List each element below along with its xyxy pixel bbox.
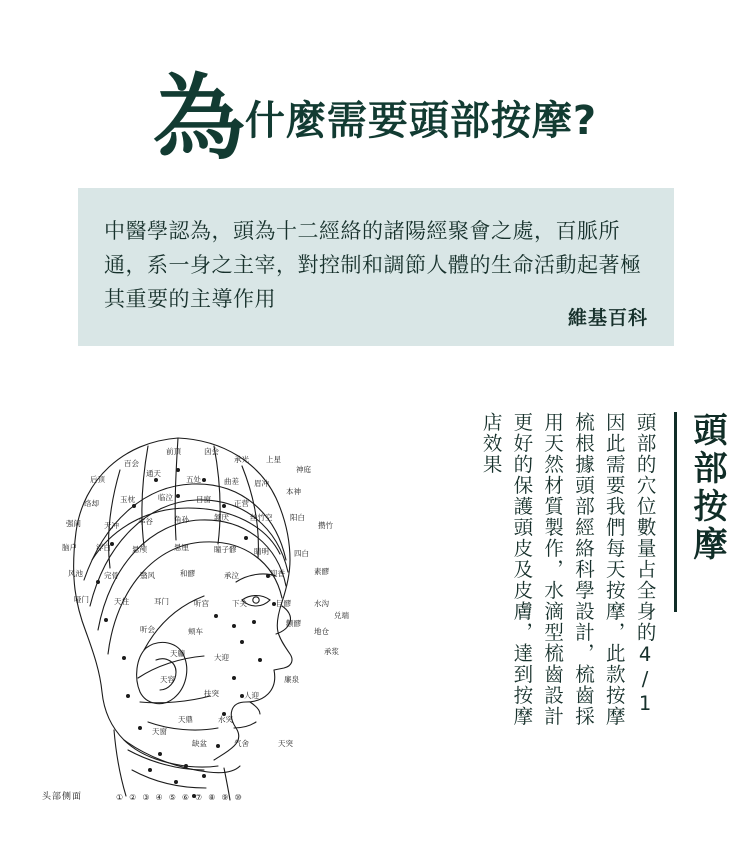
svg-text:后顶: 后顶: [90, 475, 105, 484]
svg-text:神庭: 神庭: [296, 465, 311, 474]
quote-source: 維基百科: [567, 307, 648, 329]
svg-text:听会: 听会: [140, 625, 155, 634]
svg-text:前頂: 前頂: [166, 447, 181, 456]
svg-text:翳风: 翳风: [140, 571, 155, 580]
svg-text:巨髎: 巨髎: [276, 599, 291, 608]
svg-text:人迎: 人迎: [244, 691, 259, 700]
svg-text:囟会: 囟会: [204, 447, 219, 456]
svg-text:承光: 承光: [234, 455, 249, 464]
svg-text:颧髎: 颧髎: [286, 619, 301, 628]
quote-text: 中醫學認為，頭為十二經絡的諸陽經聚會之處，百脈所通，系一身之主宰，對控制和調節人體的生命活動起著極其重要的主導作用: [104, 219, 642, 312]
svg-text:百会: 百会: [124, 459, 139, 468]
title-rest: 什麼需要頭部按摩?: [244, 98, 598, 144]
svg-text:天窗: 天窗: [152, 727, 167, 736]
svg-text:下关: 下关: [232, 599, 247, 608]
svg-text:悬颅: 悬颅: [132, 545, 147, 554]
svg-text:水沟: 水沟: [314, 599, 329, 608]
svg-text:睛明: 睛明: [254, 547, 269, 556]
svg-text:阳白: 阳白: [290, 513, 305, 522]
svg-text:哑门: 哑门: [74, 595, 89, 604]
page-title: [0, 42, 750, 172]
svg-text:扶突: 扶突: [204, 689, 219, 698]
svg-text:五处: 五处: [186, 475, 201, 484]
svg-text:角孙: 角孙: [174, 515, 189, 524]
head-acupoint-diagram: [28, 410, 378, 810]
svg-text:气舍: 气舍: [234, 739, 249, 748]
svg-text:上星: 上星: [266, 455, 281, 464]
svg-text:耳门: 耳门: [154, 597, 169, 606]
svg-text:天突: 天突: [278, 739, 293, 748]
svg-text:素髎: 素髎: [314, 567, 329, 576]
svg-text:听宫: 听宫: [194, 599, 209, 608]
quote-box: [78, 188, 674, 346]
lower-section: [0, 400, 750, 820]
svg-text:颊车: 颊车: [188, 627, 203, 636]
svg-text:风池: 风池: [68, 569, 83, 578]
svg-text:临泣: 临泣: [158, 493, 173, 502]
svg-text:水突: 水突: [218, 715, 233, 724]
svg-text:承浆: 承浆: [324, 647, 339, 656]
head-diagram-svg: [28, 410, 378, 810]
svg-text:络却: 络却: [84, 499, 99, 508]
svg-text:目窗: 目窗: [196, 495, 211, 504]
svg-text:本神: 本神: [286, 487, 301, 496]
svg-text:颔厌: 颔厌: [214, 513, 229, 522]
svg-text:和髎: 和髎: [180, 569, 195, 578]
title-first-character: 為: [152, 64, 243, 172]
svg-text:正营: 正营: [234, 499, 249, 508]
svg-text:率谷: 率谷: [138, 517, 153, 526]
svg-text:天冲: 天冲: [104, 521, 119, 530]
svg-text:大迎: 大迎: [214, 653, 229, 662]
vertical-title: 頭部按摩: [674, 412, 726, 612]
svg-text:通天: 通天: [146, 469, 161, 478]
diagram-caption: 头部侧面: [42, 792, 83, 802]
svg-text:攒竹: 攒竹: [318, 521, 333, 530]
svg-text:曲差: 曲差: [224, 477, 239, 486]
svg-text:地仓: 地仓: [314, 627, 329, 636]
vertical-body-text: 頭部的穴位數量占全身的4/1因此需要我們每天按摩，此款按摩梳根據頭部經絡科學設計，梳齒採用天然材質製作，水滴型梳齒設計更好的保護頭皮及皮膚，達到按摩店效果: [479, 412, 657, 727]
svg-text:四白: 四白: [294, 549, 309, 558]
vertical-text-block: [475, 412, 726, 742]
svg-text:强间: 强间: [66, 519, 81, 528]
svg-text:天鼎: 天鼎: [178, 715, 193, 724]
svg-text:脑户: 脑户: [62, 543, 77, 552]
svg-text:缺盆: 缺盆: [192, 739, 207, 748]
svg-text:完骨: 完骨: [104, 571, 119, 580]
svg-text:丝竹空: 丝竹空: [250, 513, 273, 522]
svg-text:廉泉: 廉泉: [284, 675, 299, 684]
svg-text:迎香: 迎香: [270, 569, 285, 578]
svg-text:承泣: 承泣: [224, 571, 239, 580]
svg-text:玉枕: 玉枕: [120, 495, 135, 504]
svg-text:天容: 天容: [160, 675, 175, 684]
diagram-legend: ①②③④⑤⑥⑦⑧⑨⑩: [116, 793, 248, 802]
svg-text:浮白: 浮白: [96, 543, 111, 552]
svg-text:天牖: 天牖: [170, 649, 185, 658]
svg-text:悬厘: 悬厘: [174, 543, 189, 552]
svg-text:兑端: 兑端: [334, 611, 349, 620]
svg-text:眉冲: 眉冲: [254, 479, 269, 488]
svg-text:天柱: 天柱: [114, 597, 129, 606]
svg-text:瞳子髎: 瞳子髎: [214, 545, 237, 554]
